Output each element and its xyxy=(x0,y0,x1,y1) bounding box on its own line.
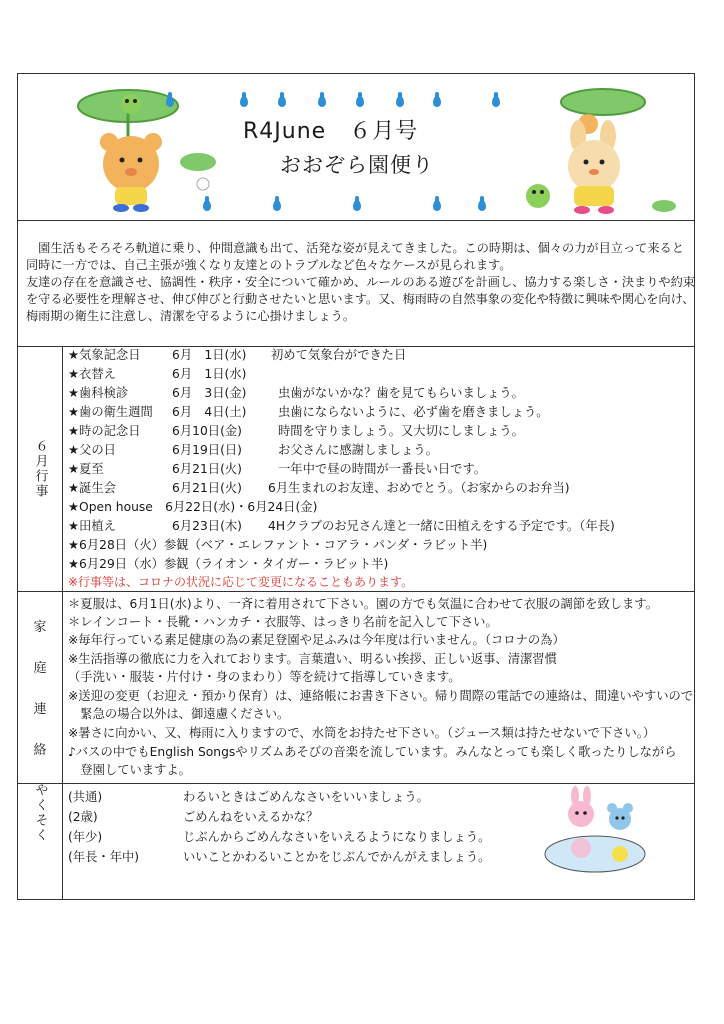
event-name: ★歯科検診 xyxy=(68,386,129,400)
raindrop-icon xyxy=(433,200,441,211)
event-date: 6月10日(金) xyxy=(172,424,242,438)
raindrop-icon xyxy=(356,96,364,107)
home-label-char: 庭 xyxy=(33,661,47,676)
event-note: 初めて気象台ができた日 xyxy=(271,348,407,362)
home-section-label xyxy=(18,591,62,783)
event-date: 6月21日(火) xyxy=(172,462,242,476)
promise-text: じぶんからごめんなさいをいえるようになりましょう。 xyxy=(183,830,491,844)
divider xyxy=(18,591,694,592)
newsletter-title: おおぞら園便り xyxy=(280,153,434,177)
promise-group: (2歳) xyxy=(68,810,98,824)
raindrop-icon xyxy=(396,96,404,107)
home-note: ※暑さに向かい、又、梅雨に入りますので、水筒をお持たせ下さい。（ジュース類は持たせないで下さい。） xyxy=(68,726,656,740)
event-name: ★歯の衛生週間 xyxy=(68,405,153,419)
home-label-char: 家 xyxy=(33,620,47,635)
promise-group: (年少) xyxy=(68,830,103,844)
raindrop-icon xyxy=(353,200,361,211)
event-date: 6月 1日(水) xyxy=(172,367,247,381)
home-note: ※毎年行っている素足健康の為の素足登園や足ふみは今年度は行いません。（コロナの為） xyxy=(68,633,565,647)
column-divider xyxy=(62,346,63,591)
event-date: 6月 3日(金) xyxy=(172,386,247,400)
promise-text: ごめんねをいえるかな？ xyxy=(183,810,319,824)
event-note: 4Hクラブのお兄さん達と一緒に田植えをする予定です。（年長) xyxy=(268,519,615,533)
divider xyxy=(18,220,694,221)
home-note: 登園していますよ。 xyxy=(68,763,191,777)
promise-text: わるいときはごめんなさいをいいましょう。 xyxy=(183,790,429,804)
event-name: ★誕生会 xyxy=(68,481,116,495)
intro-line: 園生活もそろそろ軌道に乗り、仲間意識も出て、活発な姿が見えてきました。この時期は、個々の力が目立って来ると xyxy=(26,241,684,255)
open-class-row: ★6月29日（水）参観（ライオン・タイガー・ラビット半) xyxy=(68,557,389,571)
raindrop-icon xyxy=(318,96,326,107)
event-name: ★田植え xyxy=(68,519,116,533)
raindrop-icon xyxy=(433,96,441,107)
raindrop-icon xyxy=(240,96,248,107)
event-note: 虫歯がないかな？歯を見てもらいましょう。 xyxy=(278,386,524,400)
event-date: 6月 4日(土) xyxy=(172,405,247,419)
home-note: ♪バスの中でもEnglish Songsやリズムあそびの音楽を流しています。みんなとっても楽しく歌ったりしながら xyxy=(68,745,677,759)
event-name: ★時の記念日 xyxy=(68,424,141,438)
covid-notice: ※行事等は、コロナの状況に応じて変更になることもあります。 xyxy=(68,575,414,589)
intro-line: 梅雨期の衛生に注意し、清潔を守るように心掛けましょう。 xyxy=(26,309,356,323)
events-section-label xyxy=(18,346,62,591)
raindrop-icon xyxy=(203,200,211,211)
promise-label: やくそく xyxy=(32,783,48,843)
event-date: 6月 1日(水) xyxy=(172,348,247,362)
home-label-char: 絡 xyxy=(33,743,47,758)
open-class-row: ★6月28日（火）参観（ベア・エレファント・コアラ・パンダ・ラビット半) xyxy=(68,538,488,552)
raindrop-icon xyxy=(492,96,500,107)
home-note: （手洗い・服装・片付け・身のまわり）等を続けて指導していきます。 xyxy=(68,670,461,684)
raindrop-icon xyxy=(478,200,486,211)
home-note: ＊夏服は、6月1日(水)より、一斉に着用されて下さい。園の方でも気温に合わせて衣服の調節を致します。 xyxy=(68,597,658,611)
event-date: 6月21日(火) xyxy=(172,481,242,495)
rabbit-mouse-illustration xyxy=(540,786,650,878)
event-note: お父さんに感謝しましょう。 xyxy=(278,443,438,457)
promise-group: (共通) xyxy=(68,790,103,804)
event-note: 一年中で昼の時間が一番長い日です。 xyxy=(278,462,487,476)
column-divider xyxy=(62,591,63,783)
rabbit-frog-illustration xyxy=(508,88,688,216)
raindrop-icon xyxy=(273,200,281,211)
intro-text xyxy=(26,240,694,325)
home-note: 緊急の場合以外は、御遠慮ください。 xyxy=(68,707,290,721)
intro-line: 友達の存在を意識させ、協調性・秩序・安全について確かめ、ルールのある遊びを計画し、協力する楽しさ・決まりや約束 xyxy=(26,275,695,289)
header xyxy=(18,74,694,220)
divider xyxy=(18,783,694,784)
event-date: 6月19日(日) xyxy=(172,443,242,457)
bear-frog-illustration xyxy=(73,84,233,214)
raindrop-icon xyxy=(278,96,286,107)
home-note: ＊レインコート・長靴・ハンカチ・衣服等、はっきり名前を記入して下さい。 xyxy=(68,615,498,629)
raindrop-icon xyxy=(166,96,174,107)
event-note: 虫歯にならないように、必ず歯を磨きましょう。 xyxy=(278,405,549,419)
promise-section-label xyxy=(18,783,62,843)
event-note: 時間を守りましょう。又大切にしましょう。 xyxy=(278,424,524,438)
events-label: ６月行事 xyxy=(32,438,48,499)
event-note: 6月生まれのお友達、おめでとう。（お家からのお弁当) xyxy=(268,481,570,495)
column-divider xyxy=(62,783,63,899)
event-name: ★衣替え xyxy=(68,367,116,381)
home-note: ※生活指導の徹底に力を入れております。言葉遣い、明るい挨拶、正しい返事、清潔習慣 xyxy=(68,652,557,666)
event-date: 6月23日(木) xyxy=(172,519,242,533)
newsletter-sheet xyxy=(17,73,695,900)
home-label-char: 連 xyxy=(33,702,47,717)
promise-group: (年長・年中) xyxy=(68,850,140,864)
open-house-row: ★Open house 6月22日(水)・6月24日(金) xyxy=(68,500,318,514)
promise-text: いいことかわるいことかをじぶんでかんがえましょう。 xyxy=(183,850,491,864)
event-name: ★夏至 xyxy=(68,462,104,476)
newsletter-issue: R4June ６月号 xyxy=(243,119,419,144)
event-name: ★気象記念日 xyxy=(68,348,141,362)
intro-line: を守る必要性を理解させ、伸び伸びと行動させたいと思います。又、梅雨時の自然事象の変化や特徴に興味や関心を向け、 xyxy=(26,292,695,306)
event-name: ★父の日 xyxy=(68,443,116,457)
intro-line: 同時に一方では、自己主張が強くなり友達とのトラブルなど色々なケースが見られます。 xyxy=(26,258,512,272)
home-note: ※送迎の変更（お迎え・預かり保育）は、連絡帳にお書き下さい。帰り間際の電話での連絡は、間違いやすいので xyxy=(68,689,694,703)
